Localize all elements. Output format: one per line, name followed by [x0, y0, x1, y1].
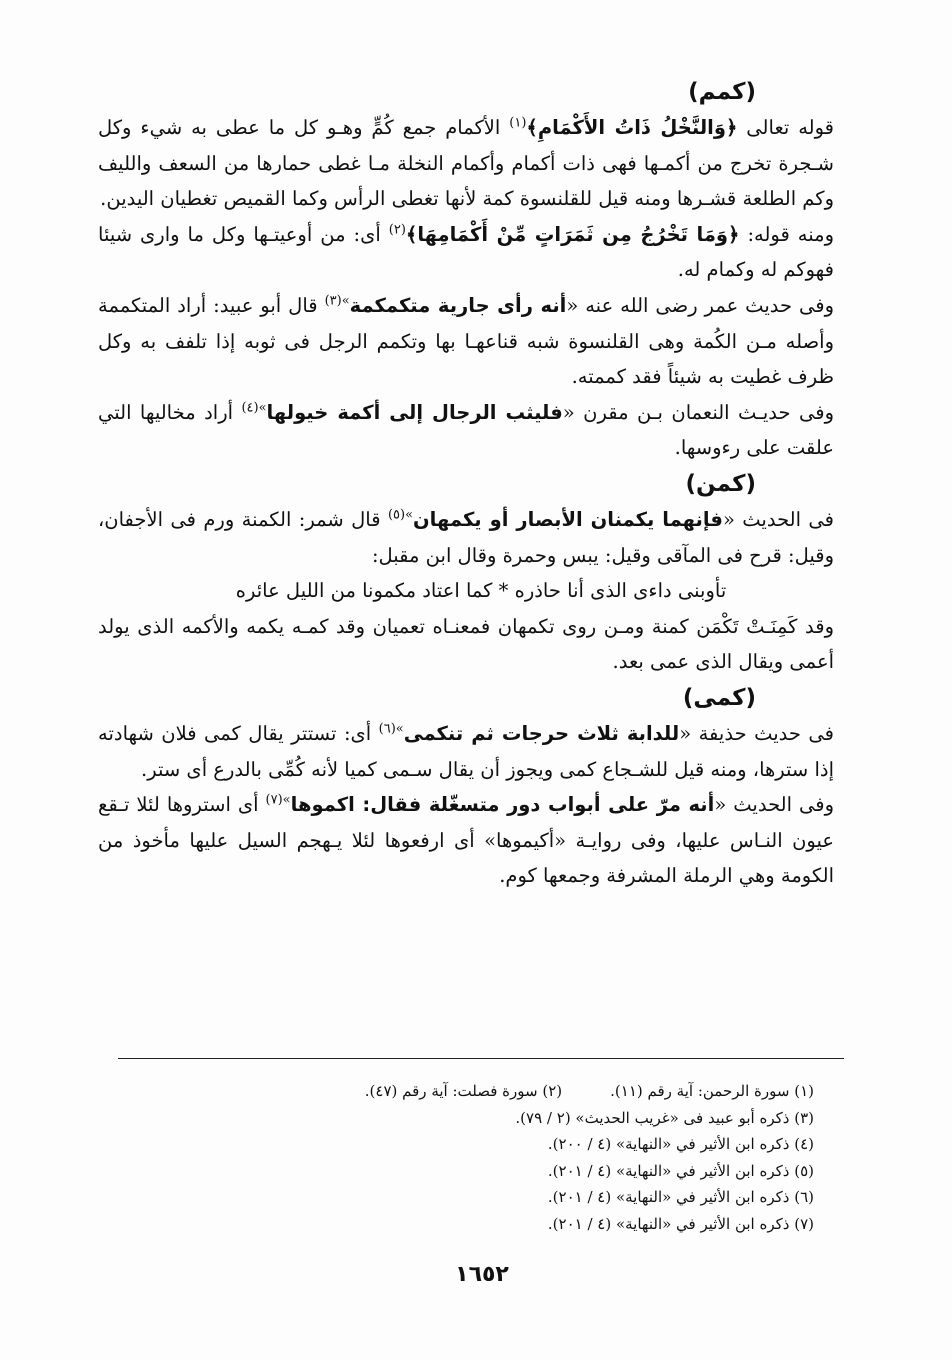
- paragraph: [98, 716, 834, 787]
- quoted-text: فليثب الرجال إلى أكمة خيولها: [266, 400, 563, 424]
- text-run: أى استروها لئلا تـقع عيون النـاس عليها، وفى روايـة «أكيموها» أى ارفعوها لئلا يـهجم السيل عليها مأخوذ من الكومة وهي الرملة المشرفة وجمعها كوم.: [98, 793, 834, 888]
- text-run: وفى حديث عمر رضى الله عنه «: [566, 293, 834, 317]
- footnote-ref: »(٥): [387, 507, 414, 523]
- paragraph: [98, 395, 834, 466]
- footnote: (٧) ذكره ابن الأثير في «النهاية» (٤ / ٢٠١).: [547, 1214, 814, 1233]
- footnote: (٥) ذكره ابن الأثير في «النهاية» (٤ / ٢٠١).: [547, 1161, 814, 1180]
- poetry-verse: تأوبنى داءى الذى أنا حاذره * كما اعتاد مكمونا من الليل عائره: [235, 579, 727, 603]
- paragraph: وقد كَمِنَـتْ تَكْمَن كمنة ومـن روى تكمهان فمعنـاه تعميان وقد كمـه يكمه والأكمه الذى يولد أعمى ويقال الذى عمى بعد.: [98, 614, 834, 674]
- main-text: [98, 74, 834, 894]
- footnote-divider: [118, 1058, 844, 1059]
- page-number: ١٦٥٢: [455, 1262, 509, 1287]
- footnote-ref: »(٧): [265, 792, 291, 808]
- footnote-line: [118, 1078, 814, 1105]
- footnote-ref: »(٣): [324, 293, 350, 309]
- text-run: وفى الحديث «: [714, 793, 834, 817]
- text-run: قوله تعالى: [737, 116, 834, 139]
- footnote: (٣) ذكره أبو عبيد فى «غريب الحديث» (٢ / ٧٩).: [515, 1108, 814, 1127]
- quoted-text: أنه رأى جارية متكمكمة: [349, 293, 567, 317]
- text-run: أراد مخاليها التي علقت على رءوسها.: [98, 400, 834, 460]
- footnote: (٦) ذكره ابن الأثير في «النهاية» (٤ / ٢٠١).: [547, 1188, 814, 1207]
- paragraph: [98, 502, 834, 573]
- text-run: قال أبو عبيد: أراد المتكممة وأصله مـن الكُمة وهى القلنسوة شبه قناعهـا بها وتكمم الرجل فى ثوبه إذا تلفف به وكل ظرف غطيت به شيئاً فقد كممته.: [98, 293, 834, 389]
- entry-heading-kamn: (كمن): [685, 470, 756, 497]
- footnotes: [118, 1078, 814, 1238]
- quoted-text: فإنهما يكمنان الأبصار أو يكمهان: [413, 507, 723, 531]
- footnote: (٤) ذكره ابن الأثير في «النهاية» (٤ / ٢٠٠).: [547, 1135, 814, 1154]
- quoted-text: ﴿وَالنَّخْلُ ذَاتُ الأَكْمَامِ﴾: [526, 116, 738, 139]
- quoted-text: للدابة ثلاث حرجات ثم تنكمى: [403, 721, 680, 745]
- footnote-line: [118, 1105, 814, 1132]
- footnote-line: [118, 1158, 814, 1185]
- quoted-text: أنه مرّ على أبواب دور متسغّلة فقال: اكموها: [290, 793, 715, 817]
- footnote-line: [118, 1131, 814, 1158]
- entry-heading-kamy: (كمى): [682, 684, 756, 711]
- footnote-line: [118, 1184, 814, 1211]
- footnote-ref: »(٤): [241, 400, 267, 416]
- paragraph: [98, 110, 834, 217]
- footnote-line: [118, 1211, 814, 1238]
- footnote: (٢) سورة فصلت: آية رقم (٤٧).: [364, 1082, 563, 1100]
- paragraph: [98, 288, 834, 395]
- footnote-ref: (٢): [388, 222, 406, 238]
- paragraph: [98, 217, 834, 288]
- text-run: أى: تستتر يقال كمى فلان شهادته إذا سترها، ومنه قيل للشـجاع كمى ويجوز أن يقال سـمى كميا لأنه كُمِّى بالدرع أى ستر.: [98, 721, 834, 781]
- footnote-ref: »(٦): [378, 721, 404, 737]
- text-run: ومنه قوله:: [739, 222, 835, 246]
- text-run: وفى حديـث النعمان بـن مقرن «: [562, 400, 834, 424]
- text-run: فى حديث حذيفة «: [679, 721, 834, 745]
- entry-heading-kamm: (كمم): [688, 79, 756, 105]
- footnote-ref: (١): [509, 115, 527, 131]
- text-run: قال شمر: الكمنة ورم فى الأجفان، وقيل: قرح فى المآقى وقيل: يبس وحمرة وقال ابن مقبل:: [98, 507, 834, 567]
- quoted-text: ﴿وَمَا تَخْرُجُ مِن ثَمَرَاتٍ مِّنْ أَكْمَامِهَا﴾: [405, 222, 740, 246]
- text-run: الأكمام جمع كُمٍّ وهـو كل ما عطى به شيء وكل شـجرة تخرج من أكمـها فهى ذات أكمام وأكمام النخلة مـا غطى حمارها من السعف والليف وكم الطلعة قشـرها ومنه قيل للقلنسوة كمة لأنها تغطى الرأس وكما القميص تغطيان اليدين.: [98, 116, 834, 211]
- footnote: (١) سورة الرحمن: آية رقم (١١).: [610, 1082, 814, 1100]
- text-run: فى الحديث «: [722, 507, 834, 531]
- text-run: أى: من أوعيتـها وكل ما وارى شيئا فهوكم له وكمام له.: [98, 222, 834, 282]
- paragraph: [98, 787, 834, 894]
